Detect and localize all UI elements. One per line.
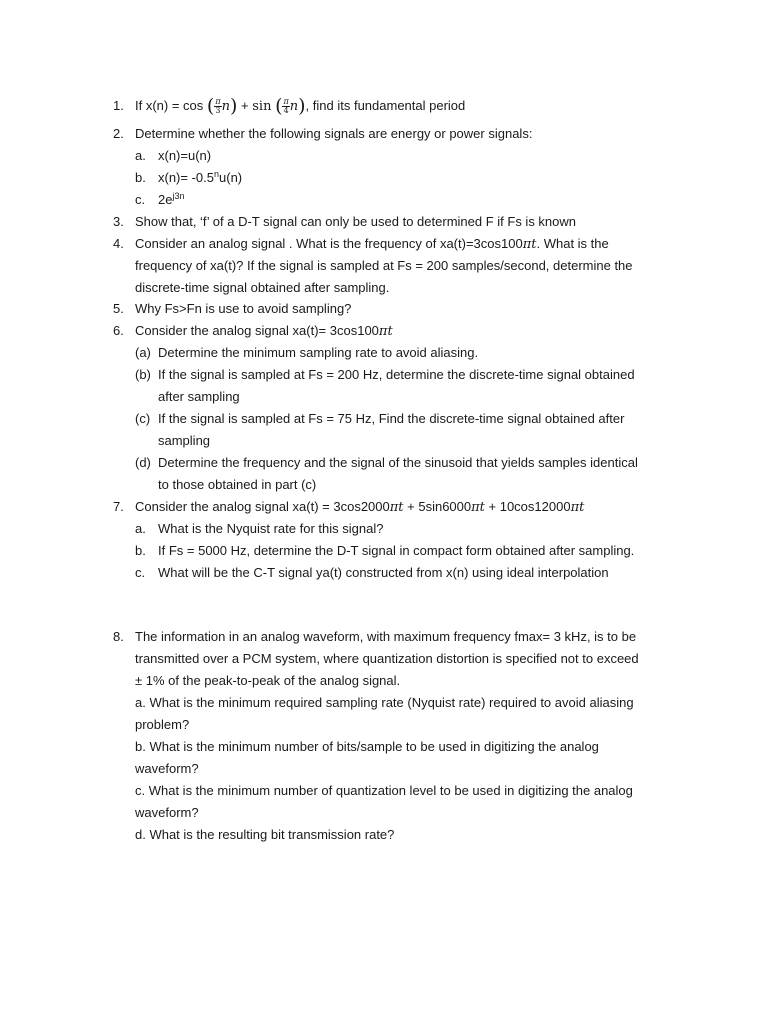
q1-fraction-2 <box>282 98 289 115</box>
q7-text-1: Consider the analog signal xa(t) = 3cos2000 <box>135 499 390 514</box>
q7-number: 7. <box>113 499 124 514</box>
q6-b-line-2: after sampling <box>158 389 240 404</box>
q1-text <box>135 96 465 116</box>
q1-number: 1. <box>113 98 124 113</box>
q1-frac1-numerator: π <box>215 97 221 107</box>
q3-text: Show that, ‘f’ of a D-T signal can only be used to determined F if Fs is known <box>135 214 577 229</box>
q6-c-line-1: If the signal is sampled at Fs = 75 Hz, Find the discrete-time signal obtained after <box>158 411 625 426</box>
q1-plus: + <box>241 98 249 113</box>
q1-paren-close-1: ) <box>229 94 238 117</box>
q6-b-label: (b) <box>135 367 151 382</box>
q8-line-8: c. What is the minimum number of quantization level to be used in digitizing the analog <box>135 783 633 798</box>
q3-number: 3. <box>113 214 124 229</box>
q8-line-9: waveform? <box>135 805 199 820</box>
q1-suffix: , find its fundamental period <box>305 98 466 113</box>
q6-a-label: (a) <box>135 345 151 360</box>
q7-c-text: What will be the C-T signal ya(t) constructed from x(n) using ideal interpolation <box>158 565 609 580</box>
q1-fraction-1 <box>214 98 221 115</box>
q8-line-3: ± 1% of the peak-to-peak of the analog signal. <box>135 673 401 688</box>
q2-a-label: a. <box>135 148 146 163</box>
q8-line-6: b. What is the minimum number of bits/sample to be used in digitizing the analog <box>135 739 599 754</box>
q4-line-1-pi-t: πt <box>522 237 537 252</box>
q8-line-4: a. What is the minimum required sampling rate (Nyquist rate) required to avoid aliasing <box>135 695 634 710</box>
q4-line-1-a: Consider an analog signal . What is the frequency of xa(t)=3cos100 <box>135 236 523 251</box>
q5-number: 5. <box>113 301 124 316</box>
q1-frac2-denominator: 4 <box>283 106 289 116</box>
q2-c-text <box>158 190 184 210</box>
q8-line-1: The information in an analog waveform, with maximum frequency fmax= 3 kHz, is to be <box>135 629 637 644</box>
q2-b-base: x(n)= -0.5 <box>158 170 214 185</box>
q1-frac1-denominator: 3 <box>215 106 221 116</box>
q2-c-superscript: j3n <box>172 191 185 201</box>
q2-b-superscript: n <box>214 169 220 179</box>
q2-c-base: 2e <box>158 192 173 207</box>
q2-b-tail: u(n) <box>219 170 243 185</box>
q4-line-3: discrete-time signal obtained after sampling. <box>135 280 390 295</box>
q4-line-1-c: . What is the <box>536 236 609 251</box>
q8-line-7: waveform? <box>135 761 199 776</box>
q7-pi-t-3: πt <box>570 500 585 515</box>
q6-d-line-1: Determine the frequency and the signal of the sinusoid that yields samples identical <box>158 455 638 470</box>
q6-number: 6. <box>113 323 124 338</box>
q1-sin: sin <box>252 99 272 114</box>
q7-b-label: b. <box>135 543 146 558</box>
q2-b-label: b. <box>135 170 146 185</box>
q6-d-label: (d) <box>135 455 151 470</box>
q7-pi-t-2: πt <box>471 500 485 515</box>
q1-prefix: If x(n) = cos <box>135 98 204 113</box>
q7-c-label: c. <box>135 565 146 580</box>
q5-text: Why Fs>Fn is use to avoid sampling? <box>135 301 352 316</box>
q7-b-text: If Fs = 5000 Hz, determine the D-T signal in compact form obtained after sampling. <box>158 543 635 558</box>
q6-text-a: Consider the analog signal xa(t)= 3cos100 <box>135 323 379 338</box>
q6-b-line-1: If the signal is sampled at Fs = 200 Hz, determine the discrete-time signal obtained <box>158 367 635 382</box>
q7-pi-t-1: πt <box>389 500 404 515</box>
q1-frac2-numerator: π <box>283 97 289 107</box>
q8-line-10: d. What is the resulting bit transmission rate? <box>135 827 395 842</box>
q8-line-2: transmitted over a PCM system, where quantization distortion is specified not to exceed <box>135 651 639 666</box>
q6-text <box>135 321 393 341</box>
q1-paren-open-2: ( <box>275 94 283 117</box>
q4-line-1 <box>135 234 609 254</box>
q6-a-text: Determine the minimum sampling rate to avoid aliasing. <box>158 345 479 360</box>
q7-text <box>135 497 584 517</box>
q2-text: Determine whether the following signals are energy or power signals: <box>135 126 533 141</box>
q2-c-label: c. <box>135 192 146 207</box>
q6-pi-t: πt <box>378 324 393 339</box>
q7-a-label: a. <box>135 521 146 536</box>
q4-number: 4. <box>113 236 124 251</box>
q6-c-line-2: sampling <box>158 433 211 448</box>
q1-var-n-1: n <box>221 99 230 114</box>
q7-text-2: + 5sin6000 <box>403 499 472 514</box>
q6-c-label: (c) <box>135 411 151 426</box>
q2-b-text <box>158 168 242 188</box>
q1-var-n-2: n <box>289 99 299 114</box>
q2-number: 2. <box>113 126 124 141</box>
q6-d-line-2: to those obtained in part (c) <box>158 477 317 492</box>
q1-paren-open-1: ( <box>206 94 215 117</box>
q7-text-3: + 10cos12000 <box>484 499 571 514</box>
q2-a-text: x(n)=u(n) <box>158 148 212 163</box>
q4-line-2: frequency of xa(t)? If the signal is sampled at Fs = 200 samples/second, determine the <box>135 258 633 273</box>
q8-line-5: problem? <box>135 717 190 732</box>
q8-number: 8. <box>113 629 124 644</box>
q7-a-text: What is the Nyquist rate for this signal? <box>158 521 384 536</box>
q1-paren-close-2: ) <box>298 94 306 117</box>
